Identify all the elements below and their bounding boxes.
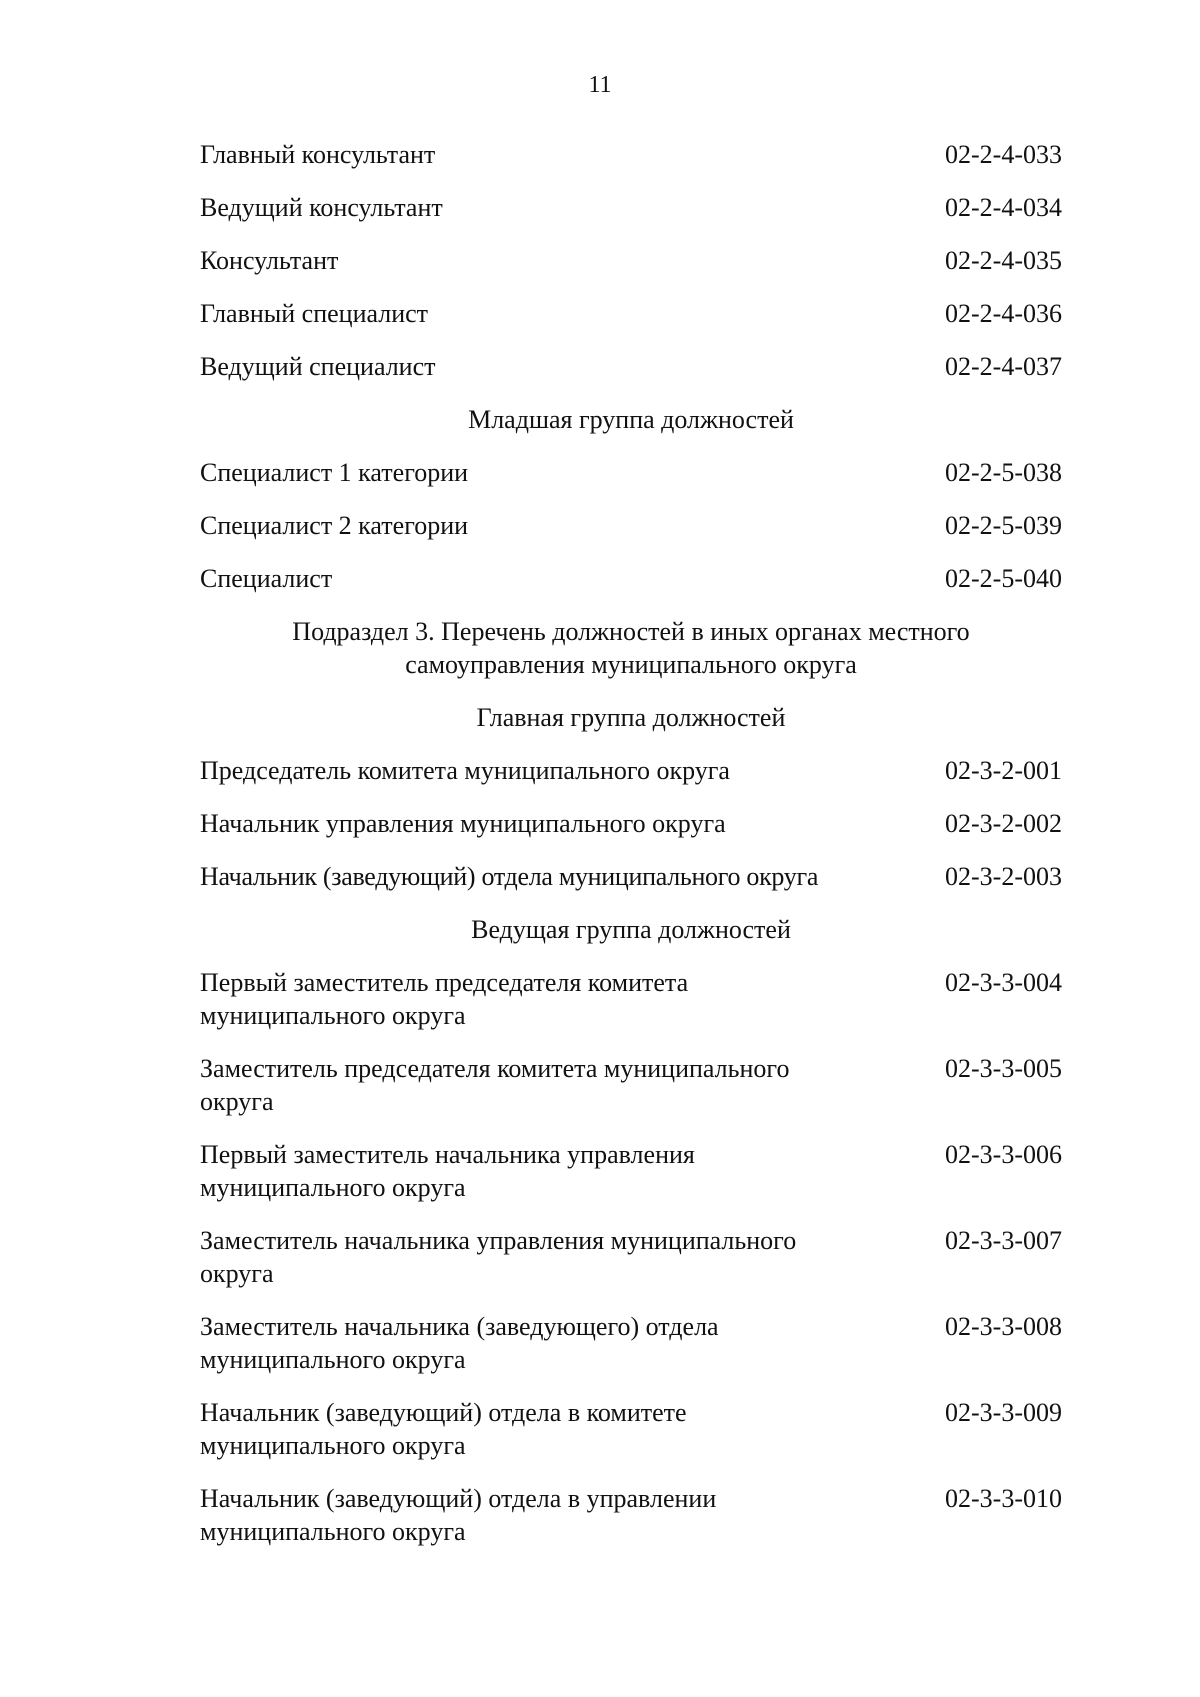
position-name-line: муниципального округа [200, 1173, 466, 1202]
position-name: Начальник (заведующий) отдела муниципального округа [200, 862, 819, 891]
page-number: 11 [588, 72, 612, 98]
position-name: Ведущий консультант [200, 193, 443, 222]
position-name-line: муниципального округа [200, 1431, 466, 1460]
position-code: 02-3-3-008 [945, 1312, 1062, 1341]
position-code: 02-3-3-007 [945, 1226, 1062, 1255]
position-code: 02-2-5-038 [945, 458, 1062, 487]
position-name: Ведущий специалист [200, 352, 436, 381]
position-code: 02-2-4-036 [945, 299, 1062, 328]
position-name-line: муниципального округа [200, 1001, 466, 1030]
position-name-line: округа [200, 1087, 274, 1116]
position-name [200, 1138, 880, 1204]
position-code: 02-3-3-009 [945, 1398, 1062, 1427]
position-code: 02-3-2-002 [945, 809, 1062, 838]
position-name-line: Начальник (заведующий) отдела в управлении [200, 1484, 717, 1513]
position-name-line: округа [200, 1259, 274, 1288]
position-code: 02-3-3-004 [945, 968, 1062, 997]
position-name-line: Заместитель начальника управления муниципального [200, 1226, 797, 1255]
position-name [200, 1224, 880, 1290]
position-name: Главный консультант [200, 140, 436, 169]
position-name: Председатель комитета муниципального округа [200, 756, 730, 785]
position-name: Начальник управления муниципального округа [200, 809, 726, 838]
position-name [200, 1052, 880, 1118]
position-code: 02-3-3-010 [945, 1484, 1062, 1513]
position-code: 02-2-5-039 [945, 511, 1062, 540]
position-name [200, 966, 880, 1032]
position-code: 02-3-3-006 [945, 1140, 1062, 1169]
position-name: Главный специалист [200, 299, 429, 328]
position-name: Консультант [200, 246, 339, 275]
position-code: 02-3-2-003 [945, 862, 1062, 891]
leading-group-heading: Ведущая группа должностей [471, 915, 791, 944]
position-name [200, 1310, 880, 1376]
position-name [200, 1396, 880, 1462]
position-name-line: Заместитель председателя комитета муниципального [200, 1054, 790, 1083]
main-group-heading: Главная группа должностей [476, 703, 786, 732]
position-name-line: Заместитель начальника (заведующего) отдела [200, 1312, 719, 1341]
position-name-line: Начальник (заведующий) отдела в комитете [200, 1398, 687, 1427]
position-name: Специалист [200, 564, 333, 593]
position-code: 02-3-3-005 [945, 1054, 1062, 1083]
position-name-line: муниципального округа [200, 1517, 466, 1546]
position-name: Специалист 1 категории [200, 458, 469, 487]
position-code: 02-3-2-001 [945, 756, 1062, 785]
position-code: 02-2-4-037 [945, 352, 1062, 381]
position-name-line: Первый заместитель начальника управления [200, 1140, 695, 1169]
position-code: 02-2-4-034 [945, 193, 1062, 222]
subsection-heading-line2: самоуправления муниципального округа [405, 650, 857, 679]
subsection-heading-line1: Подраздел 3. Перечень должностей в иных органах местного [292, 617, 970, 646]
position-code: 02-2-4-035 [945, 246, 1062, 275]
position-code: 02-2-5-040 [945, 564, 1062, 593]
position-name-line: Первый заместитель председателя комитета [200, 968, 689, 997]
junior-group-heading: Младшая группа должностей [468, 405, 794, 434]
position-name [200, 1482, 880, 1548]
position-code: 02-2-4-033 [945, 140, 1062, 169]
position-name-line: муниципального округа [200, 1345, 466, 1374]
position-name: Специалист 2 категории [200, 511, 469, 540]
